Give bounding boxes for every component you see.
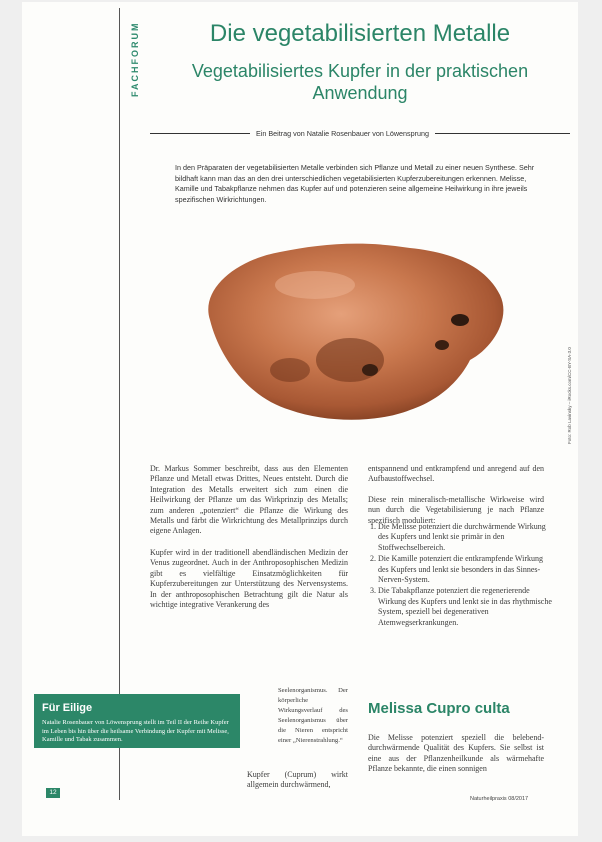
summary-box-title: Für Eilige — [42, 702, 93, 714]
paragraph: Dr. Markus Sommer beschreibt, dass aus den Elementen Pflanze und Metall etwas Drittes, Neues entsteht. Durch die Integration des Metalls erweitert sich zum einen die Heilwirkung der Pflanze um das Wirkprinzip des Metalls; zum anderen „potenziert“ die Pflanze die Wirkung des Metalls und färbt die Wirkrichtung des Metallprinzips durch eigene Anlagen. — [150, 464, 348, 536]
body-column-2-para-3 — [368, 733, 544, 775]
body-column-1-para-1 — [150, 464, 348, 537]
page-number: 12 — [46, 788, 60, 798]
paragraph: Die Melisse potenziert speziell die belebend-durchwärmende Qualität des Kupfers. Sie selbst ist eine aus der Pflanzenheilkunde als wärmehafte Pflanze bekannte, die einen sonnigen — [368, 733, 544, 774]
paragraph: Kupfer wird in der traditionell abendländischen Medizin der Venus zugeordnet. Auch in der Anthroposophischen Medizin gibt es vielfältige Einsatzmöglichkeiten für Kupferzubereitungen zur Unterstützung des Nervensystems. In der anthroposophischen Betrachtung gilt die Natur als wichtige integrative Verankerung des — [150, 548, 348, 610]
effects-list — [368, 522, 554, 629]
side-rule — [119, 8, 120, 800]
paragraph: Seelenorganismus. Der körperliche Wirkungsverlauf des Seelenorganismus über die Nieren entspricht einer „Nierenstrahlung.“ — [278, 687, 348, 744]
article-subtitle: Vegetabilisiertes Kupfer in der praktischen Anwendung — [191, 61, 529, 103]
footer-issue: Naturheilpraxis 08/2017 — [470, 796, 529, 802]
list-item: 3. Die Tabakpflanze potenziert die regenerierende Wirkung des Kupfers und lenkt sie in das rhythmische System, speziell bei degenerativen Atemwegserkrankungen. — [378, 586, 554, 628]
section-label: FACHFORUM — [130, 21, 140, 97]
photo-credit: Foto: Rob Lavinsky – iRocks.com/CC-BY-SA-3.0 — [567, 347, 572, 444]
body-column-1-para-2 — [150, 548, 348, 610]
body-column-1-para-4 — [247, 770, 348, 791]
paragraph: entspannend und entkrampfend und anregend auf den Aufbaustoffwechsel. — [368, 464, 544, 484]
paragraph: Kupfer (Cuprum) wirkt allgemein durchwärmend, — [247, 770, 348, 790]
summary-box-text: Natalie Rosenbauer von Löwensprung stellt im Teil II der Reihe Kupfer im Leben bis hin über die heilsame Verbindung der Kupfer mit Melisse, Kamille und Tabak zusammen. — [42, 719, 229, 743]
copper-nugget-photo — [140, 210, 560, 438]
body-column-1-para-3 — [278, 686, 348, 746]
byline-rule-left — [150, 133, 250, 134]
article-title: Die vegetabilisierten Metalle — [209, 20, 511, 47]
paragraph: Diese rein mineralisch-metallische Wirkweise wird nun durch die Vegetabilisierung je nach Pflanze spezifisch moduliert: — [368, 494, 544, 525]
byline — [150, 126, 570, 140]
list-item: 1. Die Melisse potenziert die durchwärmende Wirkung des Kupfers und lenkt sie primär in den Stoffwechselbereich. — [378, 522, 554, 553]
byline-rule-right — [435, 133, 570, 134]
section-heading: Melissa Cupro culta — [368, 700, 510, 717]
body-column-2-para-1 — [368, 464, 544, 526]
list-item: 2. Die Kamille potenziert die entkrampfende Wirkung des Kupfers und lenkt sie besonders in das Sinnes-Nerven-System. — [378, 554, 554, 585]
summary-box — [34, 694, 240, 748]
intro-paragraph: In den Präparaten der vegetabilisierten Metalle verbinden sich Pflanze und Metall zu einer neuen Synthese. Sehr bildhaft kann man das an den drei unterschiedlichen vegetabilisierten Kupferzubereitungen erkennen. Melisse, Kamille und Tabakpflanze nehmen das Kupfer auf und potenzieren seine allgemeine Heilwirkung in ihre jeweils spezifischen Wirkrichtungen. — [175, 163, 535, 204]
byline-text: Ein Beitrag von Natalie Rosenbauer von Löwensprung — [256, 128, 430, 138]
